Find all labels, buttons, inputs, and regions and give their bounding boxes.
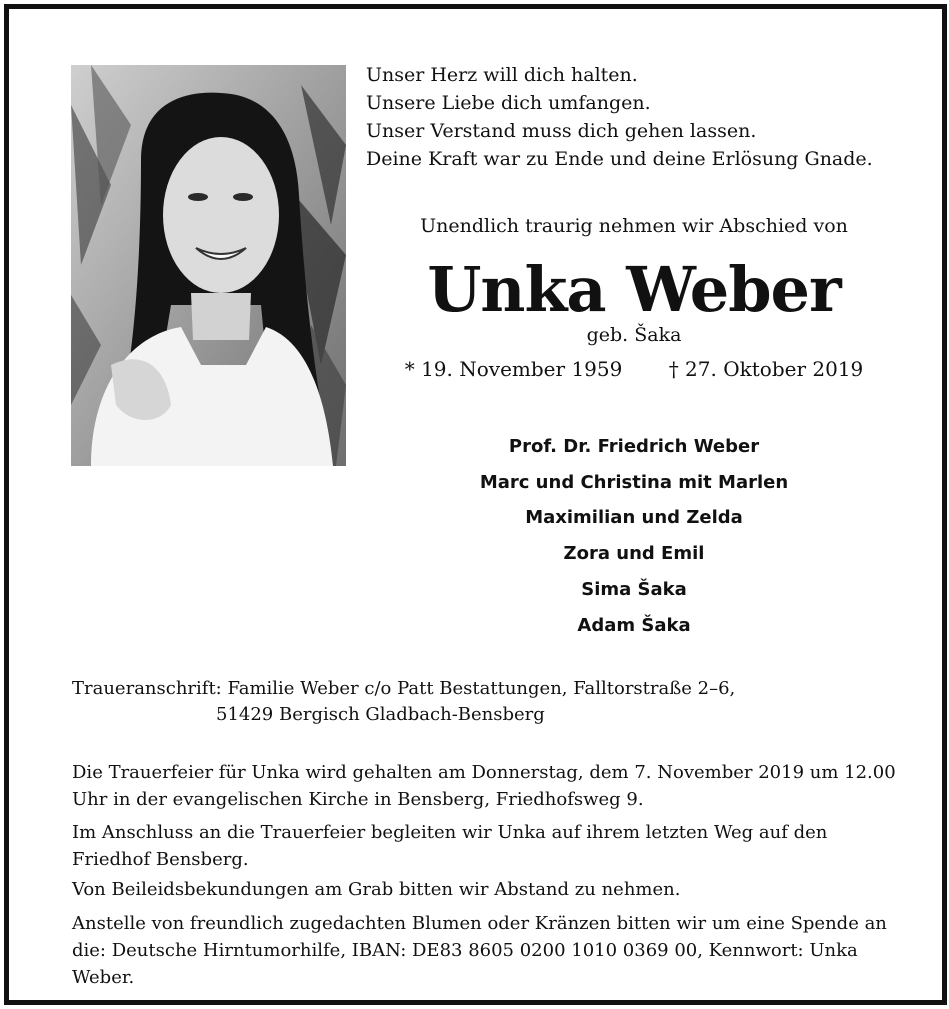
address-line: 51429 Bergisch Gladbach-Bensberg [216,704,545,725]
donation-note: Anstelle von freundlich zugedachten Blumen oder Kränzen bitten wir um eine Spende an die: Deutsche Hirntumorhilfe, IBAN: DE83 8605 0200 1010 0369 00, Kennwort: Unka Weber. [72,913,887,988]
poem-line: Unser Verstand muss dich gehen lassen. [366,120,757,142]
mourner-name: Zora und Emil [563,543,705,565]
deceased-name: Unka Weber [427,253,841,326]
life-dates [369,357,899,381]
mourning-address [72,676,735,728]
mourner-name: Adam Šaka [577,614,691,636]
mourner-name: Marc und Christina mit Marlen [479,471,789,493]
condolence-note: Von Beileidsbekundungen am Grab bitten wir Abstand zu nehmen. [72,879,681,900]
poem [366,61,906,173]
mourners-list [369,429,899,643]
address-line: Traueranschrift: Familie Weber c/o Patt Bestattungen, Falltorstraße 2–6, [72,678,736,699]
portrait-image [71,65,346,466]
funeral-info: Die Trauerfeier für Unka wird gehalten am Donnerstag, dem 7. November 2019 um 12.00 Uhr in der evangelischen Kirche in Bensberg, Friedhofsweg 9. [72,762,896,810]
poem-line: Deine Kraft war zu Ende und deine Erlösung Gnade. [366,148,873,170]
death-date: † 27. Oktober 2019 [668,357,864,381]
born-name: geb. Šaka [586,324,682,346]
burial-info: Im Anschluss an die Trauerfeier begleiten wir Unka auf ihrem letzten Weg auf den Friedhof Bensberg. [72,822,828,870]
farewell-intro: Unendlich traurig nehmen wir Abschied von [420,215,848,237]
poem-line: Unser Herz will dich halten. [366,64,638,86]
portrait-photo [71,65,346,466]
obituary-frame [4,4,947,1005]
poem-line: Unsere Liebe dich umfangen. [366,92,651,114]
mourner-name: Sima Šaka [581,578,687,600]
mourner-name: Maximilian und Zelda [525,507,743,529]
birth-date: * 19. November 1959 [404,357,623,381]
mourner-name: Prof. Dr. Friedrich Weber [508,436,760,457]
